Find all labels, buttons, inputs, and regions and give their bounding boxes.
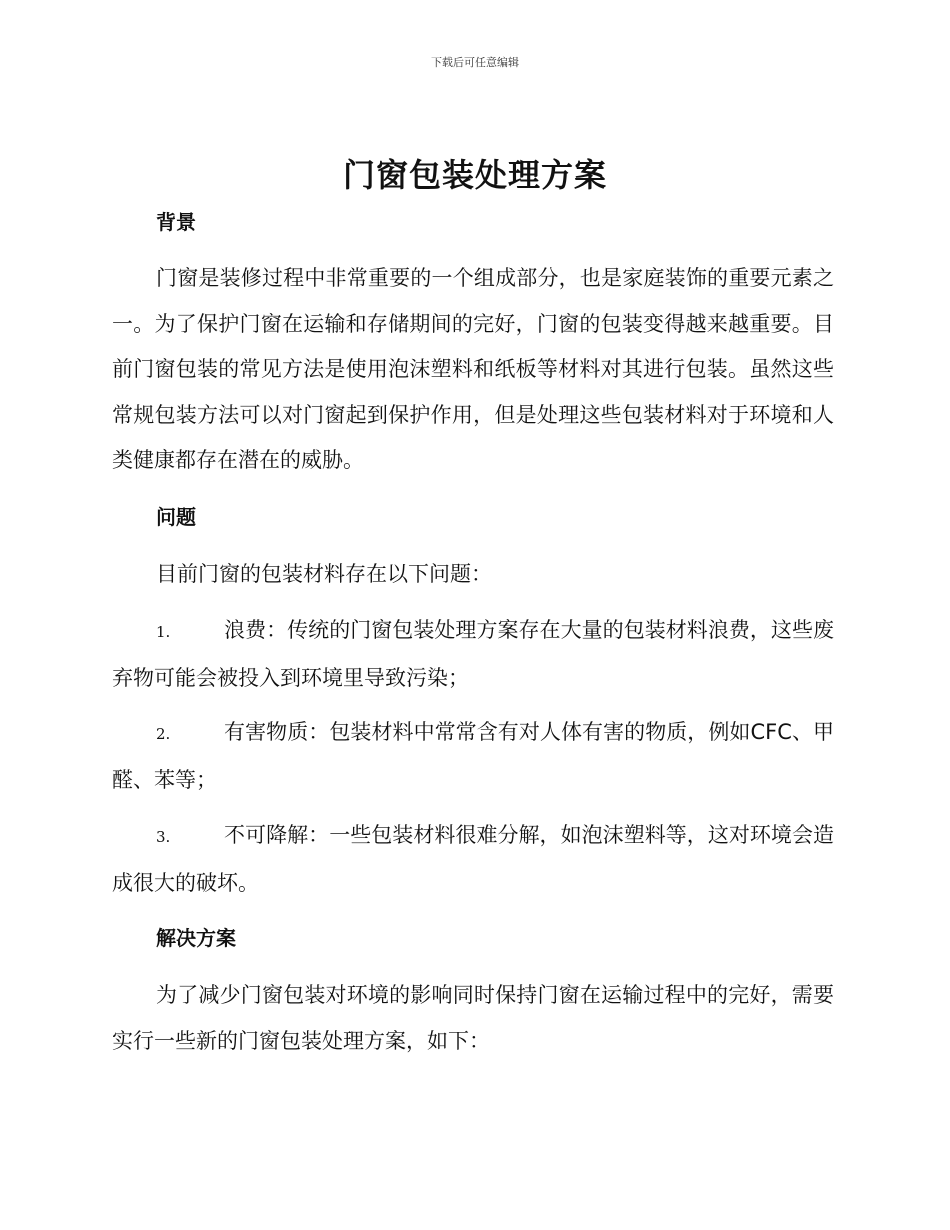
list-number: 2. — [156, 725, 171, 743]
section-heading-problems: 问题 — [156, 505, 196, 529]
header-note: 下载后可任意编辑 — [431, 56, 519, 69]
problem-item-3 — [112, 813, 834, 906]
section-heading-background: 背景 — [156, 210, 196, 234]
section-heading-solution: 解决方案 — [156, 926, 236, 950]
list-number: 1. — [156, 623, 171, 641]
list-item-text: 浪费：传统的门窗包装处理方案存在大量的包装材料浪费，这些废弃物可能会被投入到环境里导致污染； — [112, 618, 834, 690]
document-title: 门窗包装处理方案 — [342, 156, 607, 194]
background-paragraph: 门窗是装修过程中非常重要的一个组成部分，也是家庭装饰的重要元素之一。为了保护门窗在运输和存储期间的完好，门窗的包装变得越来越重要。目前门窗包装的常见方法是使用泡沫塑料和纸板等材料对其进行包装。虽然这些常规包装方法可以对门窗起到保护作用，但是处理这些包装材料对于环境和人类健康都存在潜在的威胁。 — [112, 266, 834, 472]
problems-intro: 目前门窗的包装材料存在以下问题： — [156, 562, 492, 586]
solution-paragraph: 为了减少门窗包装对环境的影响同时保持门窗在运输过程中的完好，需要实行一些新的门窗包装处理方案，如下： — [112, 983, 834, 1053]
problem-item-1 — [112, 608, 834, 701]
list-number: 3. — [156, 828, 171, 846]
list-item-text: 不可降解：一些包装材料很难分解，如泡沫塑料等，这对环境会造成很大的破坏。 — [112, 823, 834, 895]
problem-item-2 — [112, 710, 834, 803]
list-item-text: 有害物质：包装材料中常常含有对人体有害的物质，例如CFC、甲醛、苯等； — [112, 720, 834, 792]
